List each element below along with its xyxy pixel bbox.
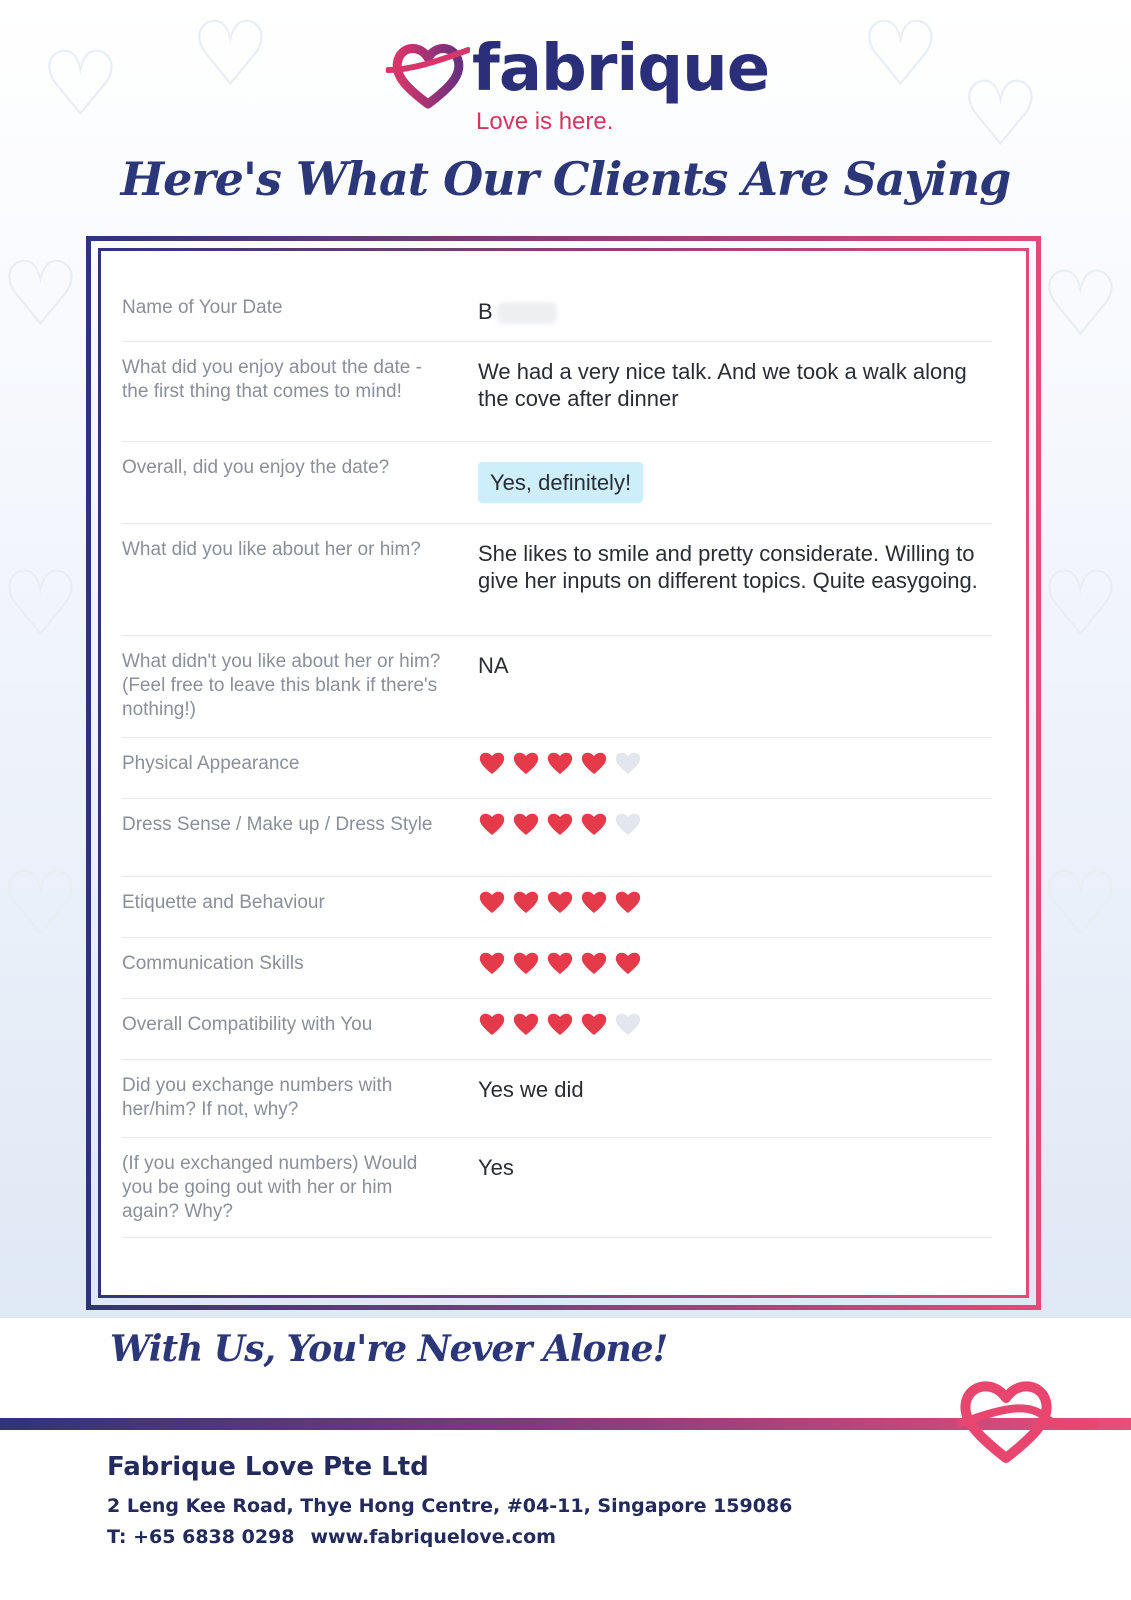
page-title: Here's What Our Clients Are Saying [120, 152, 1011, 206]
phone-number: T: +65 6838 0298 [107, 1526, 295, 1548]
heart-icon [478, 889, 506, 915]
bg-heart-icon: ♡ [1040, 552, 1121, 657]
contact-line [107, 1526, 556, 1548]
heart-icon [580, 1011, 608, 1037]
heart-icon [546, 950, 574, 976]
form-row [122, 738, 992, 799]
website-link[interactable]: www.fabriquelove.com [310, 1526, 556, 1548]
heart-icon [478, 811, 506, 837]
question-label: Dress Sense / Make up / Dress Style [122, 814, 433, 835]
heart-rating [478, 950, 642, 980]
bg-heart-icon: ♡ [0, 852, 81, 957]
bg-heart-icon: ♡ [1040, 252, 1121, 357]
heart-icon [614, 1011, 642, 1037]
form-row [122, 877, 992, 938]
bg-heart-icon: ♡ [40, 32, 121, 137]
brand-tagline: Love is here. [476, 108, 614, 135]
date-name: B [478, 299, 493, 324]
form-row [122, 938, 992, 999]
company-name: Fabrique Love Pte Ltd [107, 1452, 429, 1482]
form-row [122, 636, 992, 738]
question-label: Communication Skills [122, 953, 304, 974]
bg-heart-icon: ♡ [1040, 852, 1121, 957]
heart-icon [614, 950, 642, 976]
answer-value [478, 458, 998, 503]
brand-logo [386, 28, 770, 138]
feedback-form [122, 282, 992, 1238]
heart-icon [512, 1011, 540, 1037]
heart-icon [512, 889, 540, 915]
question-label: Did you exchange numbers with her/him? If not, why? [122, 1075, 393, 1120]
answer-value: We had a very nice talk. And we took a walk along the cove after dinner [478, 359, 967, 411]
heart-icon [546, 811, 574, 837]
answer-value: NA [478, 653, 509, 678]
heart-icon [580, 889, 608, 915]
question-label: Physical Appearance [122, 753, 300, 774]
heart-icon [478, 750, 506, 776]
question-label: What did you like about her or him? [122, 539, 421, 560]
heart-rating [478, 1011, 642, 1041]
form-row [122, 442, 992, 524]
question-label: Etiquette and Behaviour [122, 892, 325, 913]
bg-heart-icon: ♡ [860, 2, 941, 107]
heart-icon [478, 950, 506, 976]
answer-badge: Yes, definitely! [478, 462, 643, 503]
question-label: Overall, did you enjoy the date? [122, 457, 390, 478]
question-label: What didn't you like about her or him? (Feel free to leave this blank if there's nothing!) [122, 651, 441, 720]
heart-icon [580, 750, 608, 776]
question-label: Overall Compatibility with You [122, 1014, 373, 1035]
heart-icon [614, 811, 642, 837]
form-row [122, 999, 992, 1060]
heart-rating [478, 811, 642, 841]
form-row [122, 524, 992, 636]
heart-knot-icon [958, 1370, 1098, 1470]
heart-rating [478, 750, 642, 780]
heart-icon [512, 950, 540, 976]
form-row [122, 1138, 992, 1238]
heart-icon [580, 811, 608, 837]
heart-icon [546, 750, 574, 776]
bg-heart-icon: ♡ [190, 2, 271, 107]
bg-heart-icon: ♡ [960, 62, 1041, 167]
company-address: 2 Leng Kee Road, Thye Hong Centre, #04-11, Singapore 159086 [107, 1495, 793, 1517]
heart-knot-icon [386, 40, 470, 110]
form-row [122, 799, 992, 877]
answer-value: Yes we did [478, 1077, 584, 1102]
redacted-name [497, 302, 557, 324]
heart-icon [512, 750, 540, 776]
form-row [122, 282, 992, 342]
bg-heart-icon: ♡ [0, 552, 81, 657]
heart-rating [478, 889, 642, 919]
answer-value [478, 298, 998, 325]
answer-value: Yes [478, 1155, 514, 1180]
heart-icon [580, 950, 608, 976]
heart-icon [614, 889, 642, 915]
brand-name: fabrique [472, 32, 770, 106]
question-label: Name of Your Date [122, 297, 283, 318]
question-label: What did you enjoy about the date - the first thing that comes to mind! [122, 357, 422, 402]
bg-heart-icon: ♡ [0, 242, 81, 347]
form-row [122, 1060, 992, 1138]
heart-icon [512, 811, 540, 837]
answer-value: She likes to smile and pretty considerate. Willing to give her inputs on different topics. Quite easygoing. [478, 541, 978, 593]
heart-icon [614, 750, 642, 776]
question-label: (If you exchanged numbers) Would you be going out with her or him again? Why? [122, 1153, 418, 1222]
slogan: With Us, You're Never Alone! [110, 1328, 668, 1370]
heart-icon [546, 889, 574, 915]
form-row [122, 342, 992, 442]
heart-icon [546, 1011, 574, 1037]
heart-icon [478, 1011, 506, 1037]
